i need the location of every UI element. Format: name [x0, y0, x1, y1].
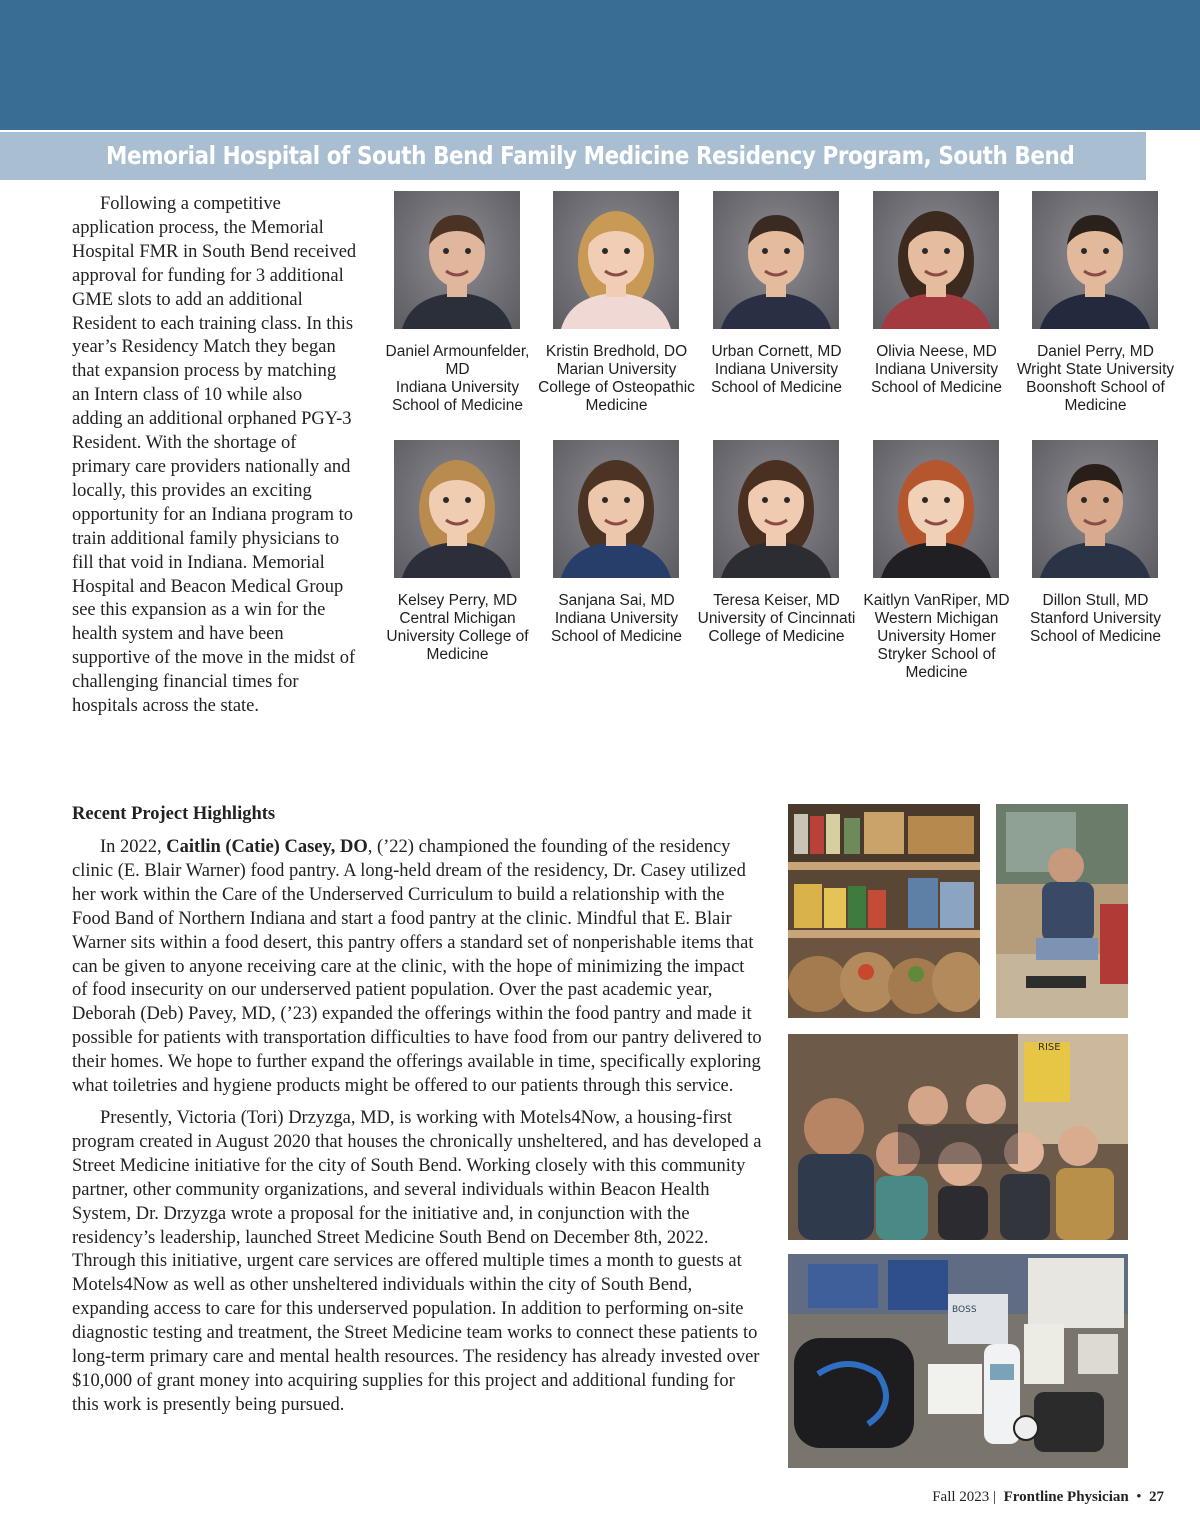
footer-bullet: •: [1136, 1489, 1142, 1505]
resident-school: Wright State University Boonshoft School of Medicine: [1016, 361, 1175, 414]
rise-sign-text: RISE: [1038, 1042, 1061, 1053]
page-title: Memorial Hospital of South Bend Family Medicine Residency Program, South Bend: [106, 141, 1075, 170]
resident-caption: [694, 592, 859, 646]
intro-paragraph: [72, 193, 357, 719]
resident-caption: [534, 343, 699, 415]
medical-supplies-photo: [788, 1254, 1128, 1468]
resident-name: Sanjana Sai, MD: [558, 592, 675, 609]
footer-issue: Fall 2023: [932, 1489, 990, 1505]
resident-school: Central Michigan University College of Medicine: [386, 610, 529, 663]
resident-photo: [553, 191, 679, 329]
resident-photo: [873, 440, 999, 578]
resident-school: Marian University College of Osteopathic Medicine: [538, 361, 695, 414]
resident-name: Daniel Perry, MD: [1037, 343, 1154, 360]
highlights-body: [72, 836, 762, 1426]
resident-photo: [713, 191, 839, 329]
resident-school: University of Cincinnati College of Medicine: [697, 610, 856, 645]
p1-rest: , (’22) championed the founding of the residency clinic (E. Blair Warner) food pantry. A long-held dream of the residency, Dr. Casey utilized her work within the Care of the Underserved Curriculum to build a relationship with the Food Band of Northern Indiana and start a food pantry at the clinic. Mindful that E. Blair Warner sits within a food desert, this pantry offers a standard set of nonperishable items that can be given to anyone receiving care at the clinic, with the hope of minimizing the impact of food insecurity on our underserved patient population. Over the past academic year, Deborah (Deb) Pavey, MD, (’23) expanded the offerings within the food pantry and made it possible for patients with transportation difficulties to have food from our pantry delivered to their homes. We hope to further expand the offerings available in time, specifically exploring what toiletries and hygiene products might be offered to our patients through this service.: [72, 837, 762, 1097]
resident-caption: [534, 592, 699, 646]
resident-school: Stanford University School of Medicine: [1030, 610, 1161, 645]
resident-name: Urban Cornett, MD: [711, 343, 842, 360]
resident-name: Kaitlyn VanRiper, MD: [863, 592, 1010, 609]
resident-photo: [1032, 440, 1158, 578]
resident-name: Teresa Keiser, MD: [713, 592, 840, 609]
resident-school: Western Michigan University Homer Stryker School of Medicine: [874, 610, 999, 681]
street-medicine-visit-photo: [996, 804, 1128, 1018]
resident-photo: [873, 191, 999, 329]
resident-school: Indiana University School of Medicine: [711, 361, 842, 396]
highlights-paragraph-2: Presently, Victoria (Tori) Drzyzga, MD, is working with Motels4Now, a housing-first program created in August 2020 that houses the chronically unsheltered, and has developed a Street Medicine initiative for the city of South Bend. Working closely with this community partner, other community organizations, and several individuals within Beacon Health System, Dr. Drzyzga wrote a proposal for the initiative and, in conjunction with the residency’s leadership, launched Street Medicine South Bend on December 8th, 2022. Through this initiative, urgent care services are offered multiple times a month to guests at Motels4Now as well as other unsheltered individuals within the city of South Bend, expanding access to care for this underserved population. In addition to performing on-site diagnostic testing and treatment, the Street Medicine team works to connect these patients to long-term primary care and mental health resources. The residency has already invested over $10,000 of grant money into acquiring supplies for this project and additional funding for this work is presently being pursued.: [72, 1107, 762, 1415]
resident-name: Kelsey Perry, MD: [397, 592, 518, 609]
resident-caption: [375, 592, 540, 664]
resident-caption: [694, 343, 859, 397]
resident-school: Indiana University School of Medicine: [392, 379, 523, 414]
resident-caption: [854, 592, 1019, 682]
highlights-paragraph-1: [72, 836, 762, 1099]
resident-name: Daniel Armounfelder, MD: [385, 343, 530, 378]
resident-name: Kristin Bredhold, DO: [545, 343, 688, 360]
intro-text: Following a competitive application process, the Memorial Hospital FMR in South Bend received approval for funding for 3 additional GME slots to add an additional Resident to each training class. In this year’s Residency Match they began that expansion process by matching an Intern class of 10 while also adding an additional orphaned PGY-3 Resident. With the shortage of primary care providers nationally and locally, this provides an exciting opportunity for an Indiana program to train additional family physicians to fill that void in Indiana. Memorial Hospital and Beacon Medical Group see this expansion as a win for the health system and have been supportive of the move in the midst of challenging financial times for hospitals across the state.: [72, 194, 357, 717]
resident-school: Indiana University School of Medicine: [551, 610, 682, 645]
top-color-band: [0, 0, 1200, 130]
resident-photo: [394, 440, 520, 578]
resident-photo: [713, 440, 839, 578]
resident-name: Olivia Neese, MD: [876, 343, 997, 360]
section-heading: Recent Project Highlights: [72, 804, 276, 824]
resident-photo: [553, 440, 679, 578]
group-selfie-photo: [788, 1034, 1128, 1240]
resident-school: Indiana University School of Medicine: [871, 361, 1002, 396]
resident-photo: [1032, 191, 1158, 329]
resident-caption: [1013, 343, 1178, 415]
page-footer: Fall 2023 | Frontline Physician • 27: [932, 1489, 1164, 1505]
resident-name: Dillon Stull, MD: [1042, 592, 1149, 609]
supply-box-label: BOSS: [952, 1305, 977, 1315]
footer-page-number: 27: [1149, 1489, 1164, 1505]
p1-bold-name: Caitlin (Catie) Casey, DO: [166, 837, 368, 857]
food-pantry-photo: [788, 804, 980, 1018]
resident-photo: [394, 191, 520, 329]
resident-caption: [375, 343, 540, 415]
p1-lead: In 2022,: [100, 837, 167, 857]
resident-caption: [1013, 592, 1178, 646]
resident-caption: [854, 343, 1019, 397]
footer-publication: Frontline Physician: [1003, 1489, 1129, 1505]
